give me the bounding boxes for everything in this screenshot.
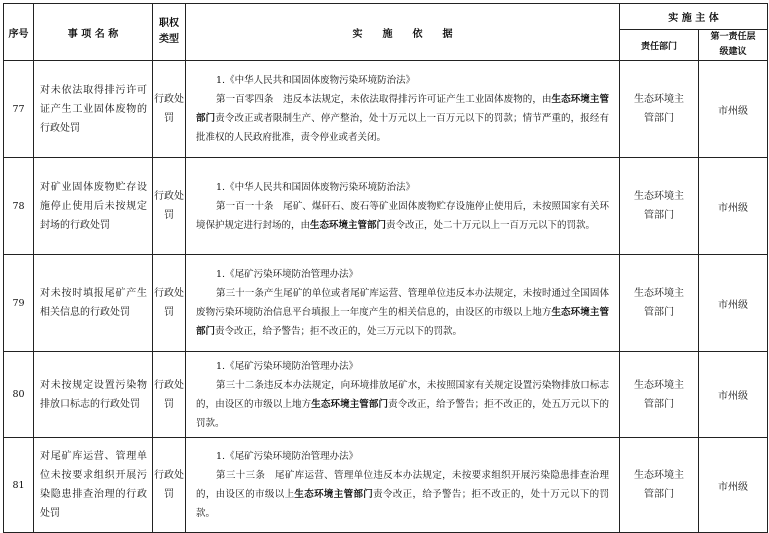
responsibility-level: 市州级	[699, 61, 768, 158]
responsible-dept: 生态环境主管部门	[620, 158, 699, 255]
header-dept: 责任部门	[620, 30, 699, 61]
basis-text: 第三十一条产生尾矿的单位或者尾矿库运营、管理单位违反本办法规定，未按时通过全国固体废物污染环境防治信息平台填报上一年度产生的相关信息的，由设区的市级以上地方生态环境主管部门责令改正，给予警告；拒不改正的，处三万元以下的罚款。	[196, 288, 609, 337]
table-row	[4, 352, 768, 438]
bold-authority: 生态环境主管部门	[310, 219, 387, 231]
row-number: 80	[4, 352, 34, 438]
responsible-dept: 生态环境主管部门	[620, 61, 699, 158]
row-number: 79	[4, 255, 34, 352]
responsibility-level: 市州级	[699, 438, 768, 533]
basis-text: 第一百零四条 违反本法规定，未依法取得排污许可证产生工业固体废物的，由生态环境主管部门责令改正或者限制生产、停产整治，处十万元以上一百万元以下的罚款；情节严重的，报经有批准权的人民政府批准，责令停业或者关闭。	[196, 94, 609, 143]
table-row	[4, 61, 768, 158]
bold-authority: 生态环境主管部门	[196, 94, 609, 124]
bold-authority: 生态环境主管部门	[311, 398, 389, 410]
basis-text: 第三十二条违反本办法规定，向环境排放尾矿水，未按照国家有关规定设置污染物排放口标志的，由设区的市级以上地方生态环境主管部门责令改正，给予警告；拒不改正的，处五万元以下的罚款。	[196, 379, 609, 429]
power-type: 行政处罚	[153, 158, 186, 255]
table-row	[4, 158, 768, 255]
basis-cell	[186, 61, 620, 158]
basis-cell	[186, 158, 620, 255]
law-title: 1.《尾矿污染环境防治管理办法》	[216, 269, 359, 280]
law-title: 1.《尾矿污染环境防治管理办法》	[216, 451, 359, 462]
header-name: 事 项 名 称	[34, 4, 153, 61]
responsibility-level: 市州级	[699, 352, 768, 438]
law-title: 1.《中华人民共和国固体废物污染环境防治法》	[216, 181, 416, 193]
power-type: 行政处罚	[153, 61, 186, 158]
item-name: 对尾矿库运营、管理单位未按要求组织开展污染隐患排查治理的行政处罚	[34, 438, 153, 533]
power-type: 行政处罚	[153, 255, 186, 352]
power-type: 行政处罚	[153, 352, 186, 438]
responsible-dept: 生态环境主管部门	[620, 255, 699, 352]
law-title: 1.《中华人民共和国固体废物污染环境防治法》	[216, 75, 416, 86]
responsible-dept: 生态环境主管部门	[620, 438, 699, 533]
row-number: 77	[4, 61, 34, 158]
bold-authority: 生态环境主管部门	[196, 307, 609, 337]
header-subject: 实 施 主 体	[620, 4, 768, 30]
responsibility-level: 市州级	[699, 255, 768, 352]
power-type: 行政处罚	[153, 438, 186, 533]
item-name: 对矿业固体废物贮存设施停止使用后未按规定封场的行政处罚	[34, 158, 153, 255]
item-name: 对未依法取得排污许可证产生工业固体废物的行政处罚	[34, 61, 153, 158]
table-row	[4, 255, 768, 352]
header-level: 第一责任层级建议	[699, 30, 768, 61]
bold-authority: 生态环境主管部门	[294, 489, 374, 500]
header-basis: 实 施 依 据	[186, 4, 620, 61]
basis-cell	[186, 438, 620, 533]
responsible-dept: 生态环境主管部门	[620, 352, 699, 438]
basis-cell	[186, 255, 620, 352]
row-number: 78	[4, 158, 34, 255]
table-row	[4, 438, 768, 533]
basis-text: 第三十三条 尾矿库运营、管理单位违反本办法规定，未按要求组织开展污染隐患排查治理的，由设区的市级以上生态环境主管部门责令改正，给予警告；拒不改正的，处十万元以下的罚款。	[196, 470, 609, 519]
responsibility-level: 市州级	[699, 158, 768, 255]
item-name: 对未按规定设置污染物排放口标志的行政处罚	[34, 352, 153, 438]
header-no: 序号	[4, 4, 34, 61]
item-name: 对未按时填报尾矿产生相关信息的行政处罚	[34, 255, 153, 352]
row-number: 81	[4, 438, 34, 533]
basis-text: 第一百一十条 尾矿、煤矸石、废石等矿业固体废物贮存设施停止使用后，未按照国家有关环境保护规定进行封场的，由生态环境主管部门责令改正，处二十万元以上一百万元以下的罚款。	[196, 200, 609, 231]
header-type: 职权类型	[153, 4, 186, 61]
law-title: 1.《尾矿污染环境防治管理办法》	[216, 360, 359, 372]
basis-cell	[186, 352, 620, 438]
responsibility-table	[3, 3, 768, 533]
